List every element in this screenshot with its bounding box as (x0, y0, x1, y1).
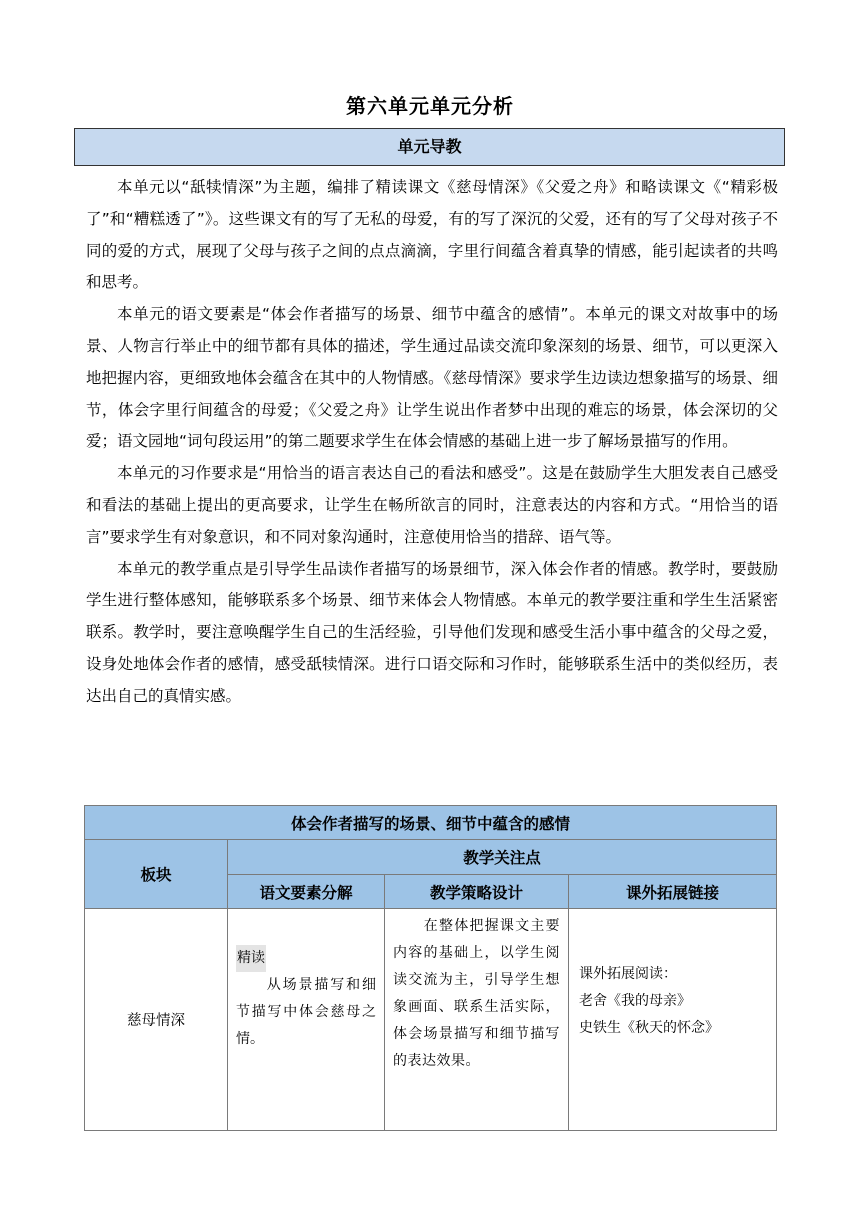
intro-paragraph: 本单元的习作要求是“用恰当的语言表达自己的看法和感受”。这是在鼓励学生大胆发表自己感受和看法的基础上提出的更高要求，让学生在畅所欲言的同时，注意表达的内容和方式。“用恰当的语言”要求学生有对象意识，和不同对象沟通时，注意使用恰当的措辞、语气等。 (86, 464, 778, 546)
intro-paragraph: 本单元的教学重点是引导学生品读作者描写的场景细节，深入体会作者的情感。教学时，要鼓励学生进行整体感知，能够联系多个场景、细节来体会人物情感。本单元的教学要注重和学生生活紧密联系。教学时，要注意唤醒学生自己的生活经验，引导他们发现和感受生活小事中蕴含的父母之爱，设身处地体会作者的感情，感受舐犊情深。进行口语交际和习作时，能够联系生活中的类似经历，表达出自己的真情实感。 (86, 559, 778, 705)
extension-item: 史铁生《秋天的怀念》 (579, 1020, 719, 1036)
strategy-text: 在整体把握课文主要内容的基础上，以学生阅读交流为主，引导学生想象画面、联系生活实际，体会场景描写和细节描写的表达效果。 (393, 918, 560, 1069)
intro-paragraph: 本单元以“舐犊情深”为主题，编排了精读课文《慈母情深》《父爱之舟》和略读课文《“精彩极了”和“糟糕透了”》。这些课文有的写了无私的母爱，有的写了深沉的父爱，还有的写了父母对孩子不同的爱的方式，展现了父母与孩子之间的点点滴滴，字里行间蕴含着真挚的情感，能引起读者的共鸣和思考。 (86, 178, 778, 292)
analysis-table (84, 805, 777, 1131)
table-row (85, 909, 777, 1131)
intro-text (86, 172, 778, 713)
header-block: 板块 (85, 840, 228, 909)
section-header: 单元导教 (74, 128, 785, 166)
table-caption: 体会作者描写的场景、细节中蕴含的感情 (85, 806, 777, 840)
header-strategy: 教学策略设计 (385, 875, 569, 909)
header-teaching-focus: 教学关注点 (228, 840, 777, 875)
extension-item: 老舍《我的母亲》 (579, 993, 691, 1009)
page-title: 第六单元单元分析 (346, 94, 514, 118)
element-tag: 精读 (236, 945, 266, 972)
extension-cell (569, 909, 777, 1131)
strategy-cell (385, 909, 569, 1131)
block-name: 慈母情深 (85, 909, 228, 1131)
intro-paragraph: 本单元的语文要素是“体会作者描写的场景、细节中蕴含的感情”。本单元的课文对故事中的场景、人物言行举止中的细节都有具体的描述，学生通过品读交流印象深刻的场景、细节，可以更深入地把握内容，更细致地体会蕴含在其中的人物情感。《慈母情深》要求学生边读边想象描写的场景、细节，体会字里行间蕴含的母爱；《父爱之舟》让学生说出作者梦中出现的难忘的场景，体会深切的父爱；语文园地“词句段运用”的第二题要求学生在体会情感的基础上进一步了解场景描写的作用。 (86, 305, 778, 451)
header-extension: 课外拓展链接 (569, 875, 777, 909)
element-cell (228, 909, 385, 1131)
extension-title: 课外拓展阅读： (579, 966, 677, 982)
header-element: 语文要素分解 (228, 875, 385, 909)
element-text: 从场景描写和细节描写中体会慈母之情。 (236, 977, 376, 1047)
